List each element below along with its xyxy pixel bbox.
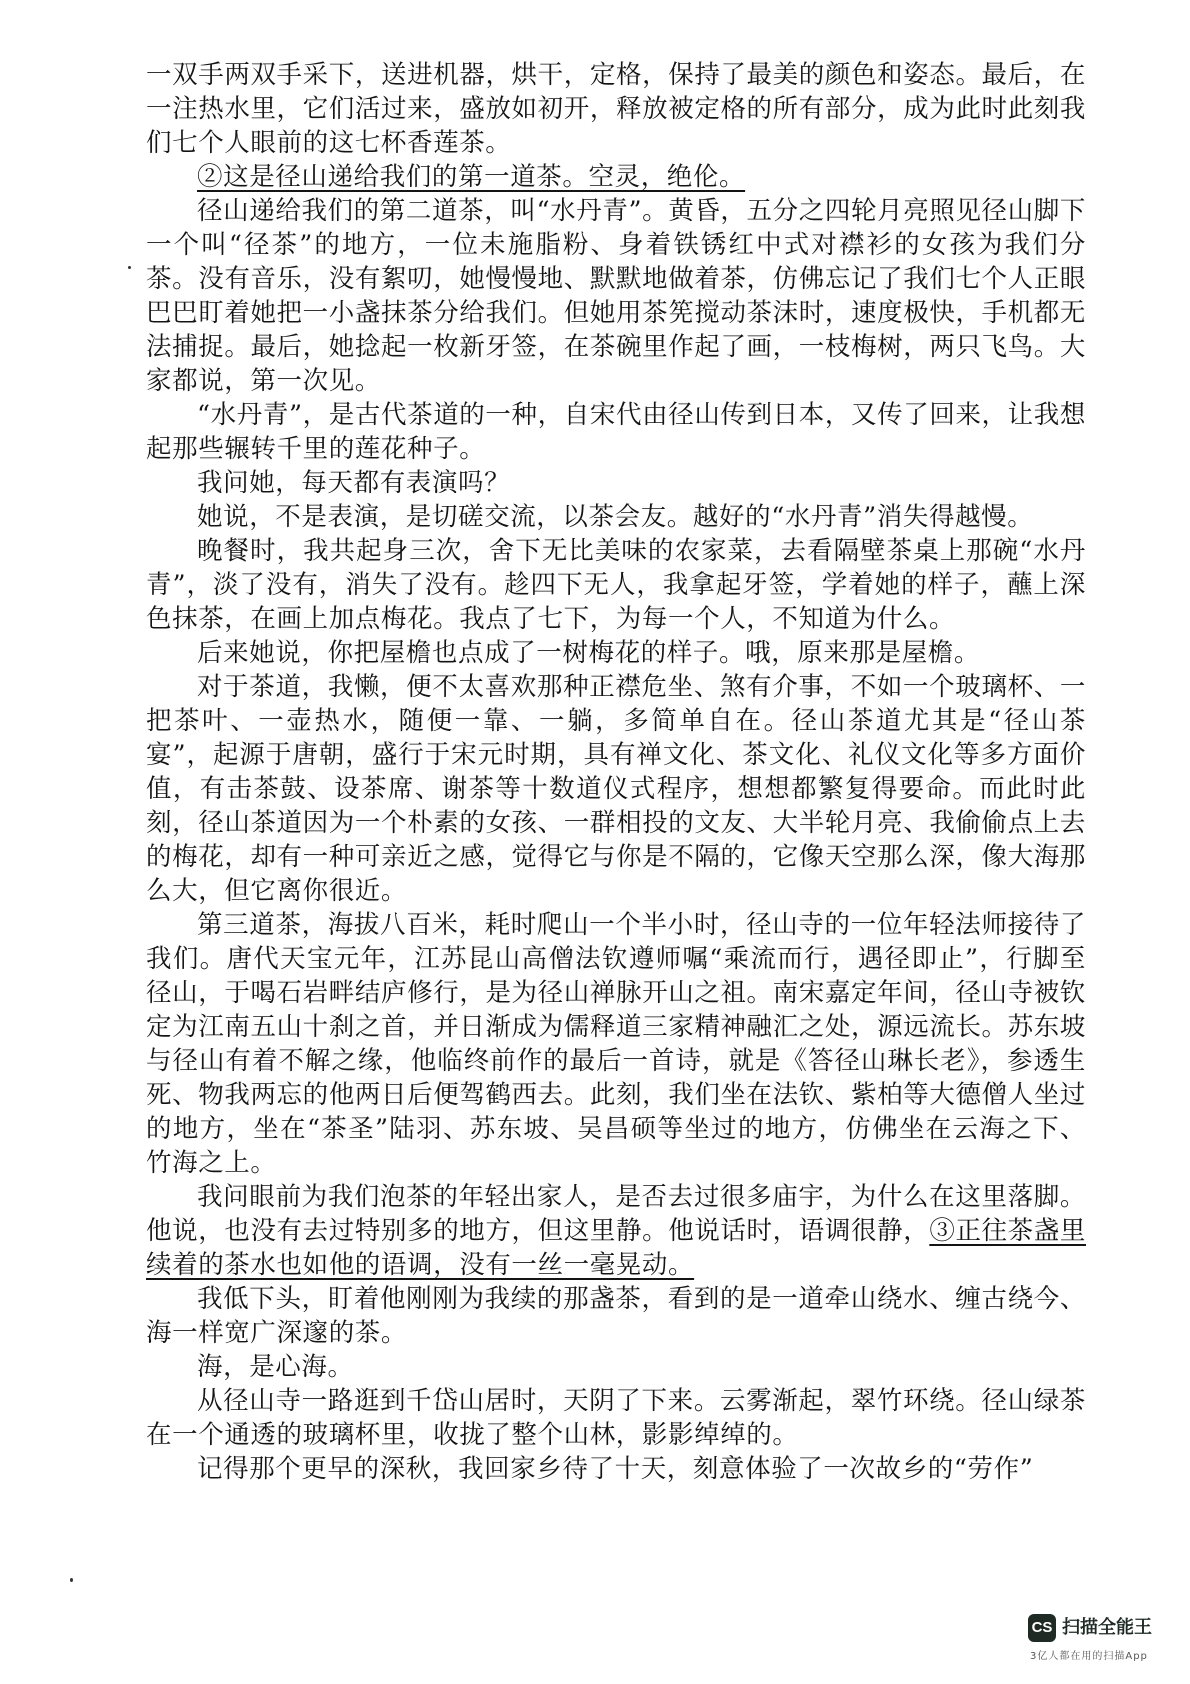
paragraph-text: 晚餐时，我共起身三次，舍下无比美味的农家菜，去看隔壁茶桌上那碗“水丹青”，淡了没有，消失了没有。趁四下无人，我拿起牙签，学着她的样子，蘸上深色抹茶，在画上加点梅花。我点了七下，为每一个人，不知道为什么。	[146, 536, 1086, 634]
paragraph	[146, 636, 1086, 670]
paragraph	[146, 1384, 1086, 1452]
paragraph-text: 后来她说，你把屋檐也点成了一树梅花的样子。哦，原来那是屋檐。	[197, 638, 981, 668]
paragraph	[146, 500, 1086, 534]
paragraph-text: 我低下头，盯着他刚刚为我续的那盏茶，看到的是一道牵山绕水、缠古绕今、海一样宽广深邃的茶。	[146, 1284, 1086, 1348]
paragraph	[146, 908, 1086, 1180]
paragraph-text: 她说，不是表演，是切磋交流，以茶会友。越好的“水丹青”消失得越慢。	[197, 502, 1034, 532]
scanner-watermark	[1028, 1614, 1178, 1674]
cs-logo-icon: CS	[1028, 1614, 1056, 1642]
paragraph	[146, 194, 1086, 398]
paragraph	[146, 1452, 1086, 1486]
paragraph	[146, 670, 1086, 908]
paragraph-text: 我问她，每天都有表演吗？	[197, 468, 511, 498]
paragraph	[146, 534, 1086, 636]
watermark-app-name: 扫描全能王	[1062, 1617, 1152, 1638]
paragraph-text: 我问眼前为我们泡茶的年轻出家人，是否去过很多庙宇，为什么在这里落脚。他说，也没有去过特别多的地方，但这里静。他说话时，语调很静，	[146, 1182, 1086, 1246]
paragraph	[146, 58, 1086, 160]
watermark-tagline: 3亿人都在用的扫描App	[1030, 1651, 1148, 1662]
paragraph-text: 第三道茶，海拔八百米，耗时爬山一个半小时，径山寺的一位年轻法师接待了我们。唐代天宝元年，江苏昆山高僧法钦遵师嘱“乘流而行，遇径即止”，行脚至径山，于喝石岩畔结庐修行，是为径山禅脉开山之祖。南宋嘉定年间，径山寺被钦定为江南五山十刹之首，并日渐成为儒释道三家精神融汇之处，源远流长。苏东坡与径山有着不解之缘，他临终前作的最后一首诗，就是《答径山琳长老》，参透生死、物我两忘的他两日后便驾鹤西去。此刻，我们坐在法钦、紫柏等大德僧人坐过的地方，坐在“茶圣”陆羽、苏东坡、吴昌硕等坐过的地方，仿佛坐在云海之下、竹海之上。	[146, 910, 1086, 1178]
paragraph-text: 海，是心海。	[197, 1352, 354, 1382]
paragraph-text: “水丹青”，是古代茶道的一种，自宋代由径山传到日本，又传了回来，让我想起那些辗转千里的莲花种子。	[146, 400, 1086, 464]
paragraph	[146, 398, 1086, 466]
paragraph-text: 一双手两双手采下，送进机器，烘干，定格，保持了最美的颜色和姿态。最后，在一注热水里，它们活过来，盛放如初开，释放被定格的所有部分，成为此时此刻我们七个人眼前的这七杯香莲茶。	[146, 60, 1086, 158]
scan-speck	[70, 1578, 73, 1582]
paragraph	[146, 1180, 1086, 1282]
underlined-sentence: ②这是径山递给我们的第一道茶。空灵，绝伦。	[197, 162, 746, 192]
article-body	[146, 58, 1086, 1486]
paragraph	[146, 1282, 1086, 1350]
paragraph-text: 记得那个更早的深秋，我回家乡待了十天，刻意体验了一次故乡的“劳作”	[197, 1454, 1034, 1484]
paragraph-text: 对于茶道，我懒，便不太喜欢那种正襟危坐、煞有介事，不如一个玻璃杯、一把茶叶、一壶热水，随便一靠、一躺，多简单自在。径山茶道尤其是“径山茶宴”，起源于唐朝，盛行于宋元时期，具有禅文化、茶文化、礼仪文化等多方面价值，有击茶鼓、设茶席、谢茶等十数道仪式程序，想想都繁复得要命。而此时此刻，径山茶道因为一个朴素的女孩、一群相投的文友、大半轮月亮、我偷偷点上去的梅花，却有一种可亲近之感，觉得它与你是不隔的，它像天空那么深，像大海那么大，但它离你很近。	[146, 672, 1086, 906]
scan-speck	[128, 266, 131, 269]
underlined-sentence: ③正往茶盏里续着的茶水也如他的语调，没有一丝一毫晃动。	[146, 1216, 1086, 1280]
paragraph	[146, 160, 1086, 194]
paragraph-text: 从径山寺一路逛到千岱山居时，天阴了下来。云雾渐起，翠竹环绕。径山绿茶在一个通透的玻璃杯里，收拢了整个山林，影影绰绰的。	[146, 1386, 1086, 1450]
paragraph	[146, 466, 1086, 500]
paragraph	[146, 1350, 1086, 1384]
paragraph-text: 径山递给我们的第二道茶，叫“水丹青”。黄昏，五分之四轮月亮照见径山脚下一个叫“径茶”的地方，一位未施脂粉、身着铁锈红中式对襟衫的女孩为我们分茶。没有音乐，没有絮叨，她慢慢地、默默地做着茶，仿佛忘记了我们七个人正眼巴巴盯着她把一小盏抹茶分给我们。但她用茶筅搅动茶沫时，速度极快，手机都无法捕捉。最后，她捻起一枚新牙签，在茶碗里作起了画，一枝梅树，两只飞鸟。大家都说，第一次见。	[146, 196, 1086, 396]
